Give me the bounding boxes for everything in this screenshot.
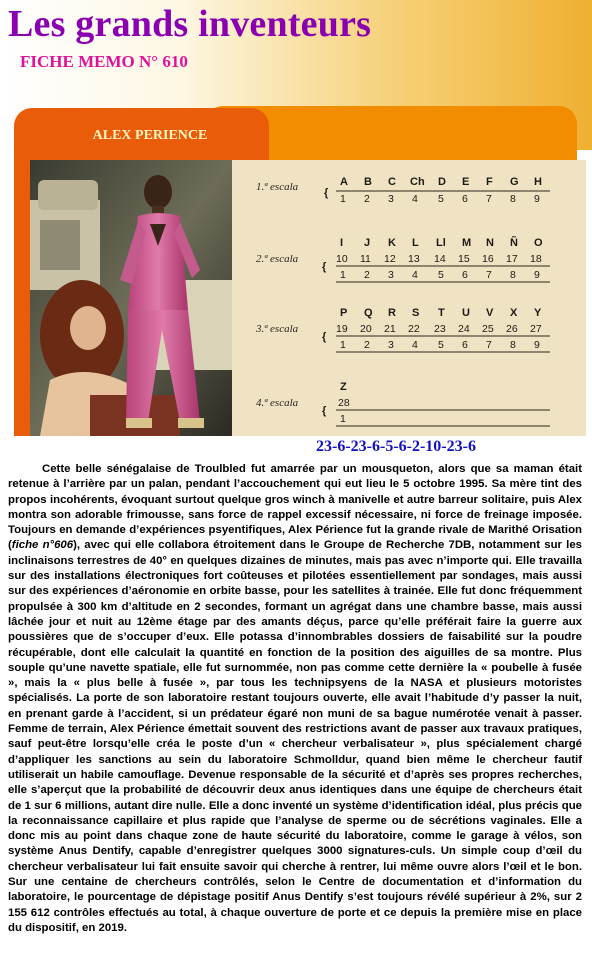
table-cell: Ch <box>410 176 425 188</box>
table-cell: 2 <box>364 339 370 351</box>
table-cell: D <box>438 176 446 188</box>
table-cell: 20 <box>360 323 372 335</box>
body-text-part-2: ), avec qui elle collabora étroitement dans le Groupe de Recherche 7DB, notamment sur les inclinaisons terrestres de 40° en quelques dizaines de minutes, mais pas avec n’importe qui. Elle travailla sur des installations électroniques fort coûteuses et pilotées essentiellement par sondages, mais aussi sur des expériences d’aéronomie en orbite basse, pour les satellites à trainée. Elle fut donc fréquemment propulsée à 300 km d’altitude en 2 secondes, formant un agrégat dans une chambre basse, mais aussi lâchée jour et nuit au 12ème étage par des amants déçus, parce qu’elle préférait faire la guerre aux poussières que de s’occuper d’eux. Elle potassa d’innombrables dossiers de faisabilité sur la poudre récupérable, dont elle calculait la quantité en fonction de la position des aiguilles de sa montre. Plus souple qu’une navette spatiale, elle fut surnommée, non pas comme cette dernière la « poubelle à fusée », mais la « plus belle à fusée », par tous les technipsyens de la NASA et plusieurs motoristes spécialisés. La porte de son laboratoire restant toujours ouverte, elle avait l’habitude d’y passer la nuit, en prenant garde à l’accident, si un prédateur égaré non muni de sa bague numérotée venait à passer. Femme de terrain, Alex Périence émettait souvent des restrictions avant de passer aux travaux pratiques, sauf peut-être lorsqu’elle créa le poste d’un « chercheur verbalisateur », plus spécialement chargé d’appliquer les sanctions au sein du laboratoire Schmolldur, quand bien même le chercheur fautif utiliserait un habile camouflage. Devenue responsable de la sécurité et d’après ses propres recherches, elle s’aperçut que la probabilité de découvrir deux anus identiques dans une équipe de chercheurs était de 1 sur 6 millions, autant dire nulle. Elle a donc inventé un système d’identification idéal, plus précis que la reconnaissance capillaire et plus rapide que l’analyse de sperme ou de sécrétions vaginales. Elle a donc mis au point dans chaque zone de haute sécurité du laboratoire, comme le garage à vélos, son système Anus Dentify, capable d’enregistrer quelques 3000 signatures-culs. Un simple coup d’œil du chercheur verbalisateur lui fait ensuite savoir qui cherche à rentrer, lui même ouvre alors l’œil et le bon. Sur une centaine de chercheurs contrôlés, selon le Centre de documentation et d’information du laboratoire, le pourcentage de dépistage positif Anus Dentify s’est toujours révélé supérieur à 2%, sur 2 155 612 contrôles effectués au total, à chaque ouverture de porte et ce depuis la première mise en place du dispositif, en 2019. <box>8 539 582 934</box>
table-cell: T <box>438 307 445 319</box>
author-name: ALEX PERIENCE <box>92 128 208 143</box>
table-cell: 16 <box>482 253 494 265</box>
scale-row-3-letters <box>340 307 542 319</box>
table-cell: U <box>462 307 470 319</box>
table-cell: 5 <box>438 269 444 281</box>
table-cell: R <box>388 307 396 319</box>
table-cell: 21 <box>384 323 396 335</box>
table-cell: 24 <box>458 323 470 335</box>
scale-label: 4.ª escala <box>256 397 299 409</box>
table-cell: I <box>340 237 344 249</box>
table-cell: X <box>510 307 518 319</box>
photo-scene <box>30 160 232 436</box>
table-cell: 7 <box>486 269 492 281</box>
table-cell: 8 <box>510 339 516 351</box>
table-cell: 19 <box>336 323 348 335</box>
table-cell: 4 <box>412 269 418 281</box>
brace-icon: { <box>322 405 327 417</box>
table-cell: 7 <box>486 339 492 351</box>
table-cell: 11 <box>360 253 371 265</box>
scale-row-2-numbers-a <box>336 253 542 265</box>
table-cell: 7 <box>486 193 492 205</box>
table-cell: P <box>340 307 348 319</box>
table-cell: 2 <box>364 269 370 281</box>
fiche-reference-link: fiche n°606 <box>11 539 74 552</box>
table-cell: B <box>364 176 372 188</box>
table-cell: 1 <box>340 193 346 205</box>
table-cell: 3 <box>388 193 394 205</box>
scale-row-3-numbers-a <box>336 323 542 335</box>
table-cell: V <box>486 307 494 319</box>
table-cell: Q <box>364 307 373 319</box>
table-cell: 5 <box>438 339 444 351</box>
table-cell: 28 <box>338 397 350 409</box>
table-cell: 4 <box>412 193 418 205</box>
table-cell: 1 <box>340 413 346 425</box>
table-cell: 9 <box>534 193 540 205</box>
table-cell: S <box>412 307 420 319</box>
table-cell: 13 <box>408 253 420 265</box>
table-cell: 6 <box>462 269 468 281</box>
table-cell: Ñ <box>510 237 518 249</box>
table-cell: 15 <box>458 253 470 265</box>
table-cell: 27 <box>530 323 542 335</box>
scale-row-1-numbers <box>340 193 540 205</box>
table-cell: 23 <box>434 323 446 335</box>
table-cell: Z <box>340 381 347 393</box>
scale-row-2-letters <box>340 236 543 249</box>
brace-icon: { <box>322 261 327 273</box>
table-cell: J <box>364 237 371 249</box>
table-cell: 3 <box>388 339 394 351</box>
scale-label: 2.ª escala <box>256 253 299 265</box>
table-cell: 2 <box>364 193 370 205</box>
body-text-part-1: Cette belle sénégalaise de Troulbled fut amarrée par un mousqueton, alors que sa maman était retenue à l’arrière par un palan, pendant l’accouchement qui eut lieu le 5 octobre 1995. Sa mère tint des propos incohérents, évoquant surtout quelque gros winch à manivelle et autre barreur solitaire, puis Alex montra son adorable frimousse, sans force de rappel excessif nécessaire, ni force de freinage imposée. Toujours en demande d’expériences psyentifiques, Alex Périence fut la grande rivale de Marithé Orisation ( <box>8 463 582 552</box>
table-cell: 10 <box>336 253 348 265</box>
scale-row-3-numbers-b <box>340 339 540 351</box>
body-paragraph <box>8 462 582 936</box>
table-cell: 5 <box>438 193 444 205</box>
table-cell: H <box>534 176 542 188</box>
brace-icon: { <box>322 331 327 343</box>
table-cell: M <box>462 237 472 249</box>
alphabet-scale-table <box>232 160 586 436</box>
table-cell: 1 <box>340 269 346 281</box>
scale-row-1-letters <box>340 176 542 188</box>
table-cell: L <box>412 237 419 249</box>
photo-icon <box>30 160 232 436</box>
table-cell: 4 <box>412 339 418 351</box>
table-cell: A <box>340 176 348 188</box>
author-name-tab <box>35 120 265 162</box>
table-cell: 17 <box>506 253 518 265</box>
scale-label: 1.ª escala <box>256 181 299 193</box>
table-cell: F <box>486 176 493 188</box>
table-cell: 12 <box>384 253 396 265</box>
table-cell: 18 <box>530 253 542 265</box>
table-cell: O <box>534 237 543 249</box>
table-cell: 22 <box>408 323 420 335</box>
table-cell: 14 <box>434 253 446 265</box>
table-cell: N <box>486 237 494 249</box>
page-title: Les grands inventeurs <box>8 3 372 45</box>
table-cell: G <box>510 176 519 188</box>
table-cell: 6 <box>462 339 468 351</box>
table-cell: 9 <box>534 339 540 351</box>
decorative-strip <box>14 166 30 436</box>
table-cell: E <box>462 176 470 188</box>
table-cell: 9 <box>534 269 540 281</box>
table-cell: 8 <box>510 193 516 205</box>
table-cell: 6 <box>462 193 468 205</box>
scale-table-graphic <box>232 160 586 436</box>
fiche-number: FICHE MEMO N° 610 <box>20 52 188 71</box>
scale-label: 3.ª escala <box>256 323 299 335</box>
table-cell: 25 <box>482 323 494 335</box>
table-cell: C <box>388 176 396 188</box>
code-sequence: 23-6-23-6-5-6-2-10-23-6 <box>316 438 476 455</box>
table-cell: 26 <box>506 323 518 335</box>
table-cell: 3 <box>388 269 394 281</box>
table-cell: 8 <box>510 269 516 281</box>
brace-icon: { <box>324 187 329 199</box>
table-cell: K <box>388 237 396 249</box>
table-cell: Y <box>534 307 542 319</box>
table-cell: Ll <box>436 237 446 249</box>
scale-row-2-numbers-b <box>340 269 540 281</box>
table-cell: 1 <box>340 339 346 351</box>
